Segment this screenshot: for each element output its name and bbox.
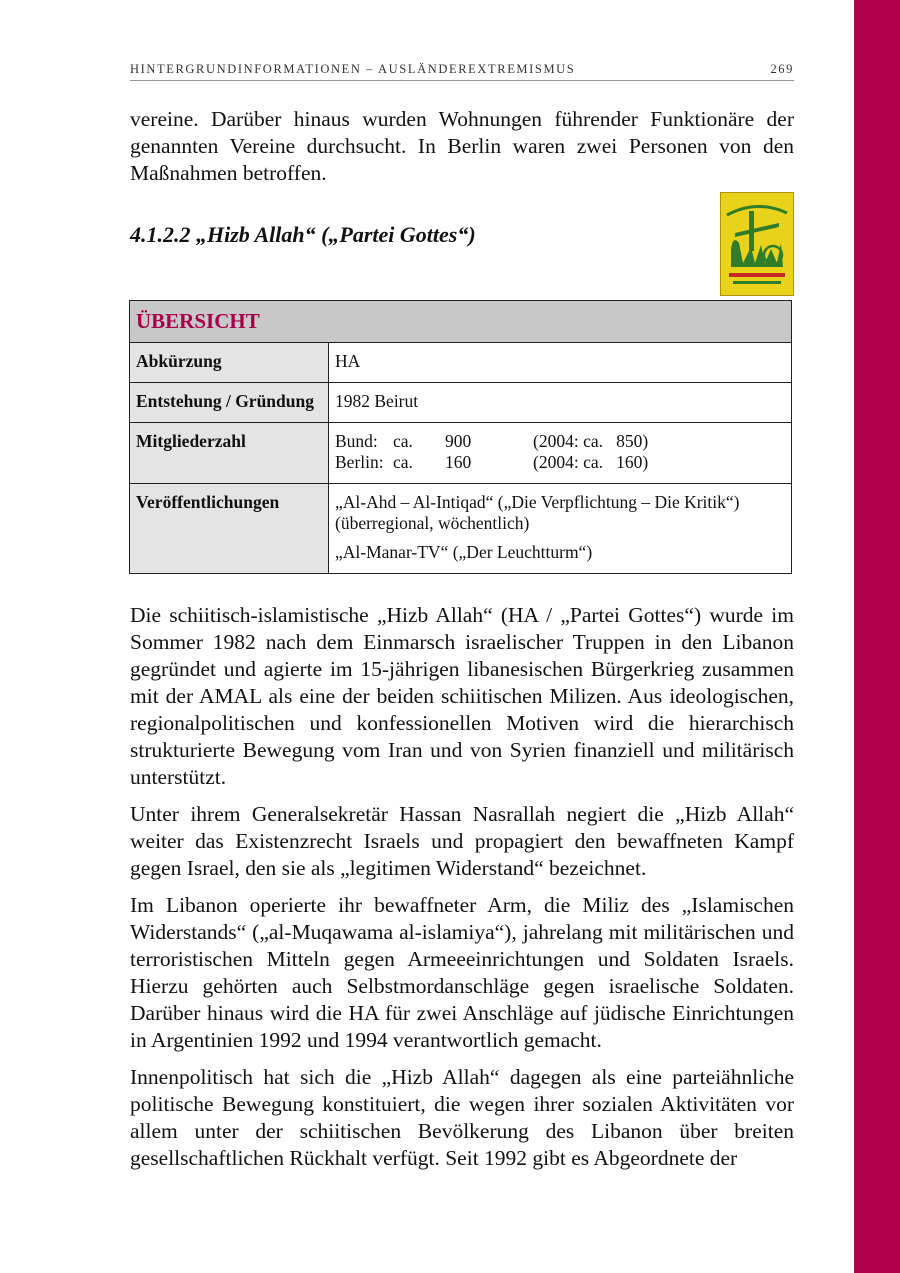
hizb-allah-flag-logo-icon [720, 192, 794, 296]
publication-item: „Al-Ahd – Al-Intiqad“ („Die Verpflichtung – Die Kritik“) (überregional, wöchentlich) [335, 492, 740, 533]
page-number: 269 [770, 62, 794, 76]
flag-logo-graphic [721, 193, 793, 295]
members-federal [335, 431, 785, 452]
table-row [130, 423, 792, 484]
running-title: HINTERGRUNDINFORMATIONEN – AUSLÄNDEREXTREMISMUS [130, 62, 576, 76]
members-label: Mitgliederzahl [130, 423, 329, 484]
side-color-bar [854, 0, 900, 1273]
overview-header-row [130, 301, 792, 343]
members-level: Berlin: [335, 452, 384, 472]
abbrev-value: HA [329, 343, 792, 383]
members-count: 900 [445, 431, 472, 451]
members-level: Bund: [335, 431, 378, 451]
intro-block [130, 106, 794, 187]
members-value [329, 423, 792, 484]
members-count: 160 [445, 452, 472, 472]
publications-label: Veröffentlichungen [130, 484, 329, 574]
intro-paragraph: vereine. Darüber hinaus wurden Wohnungen führender Funktionäre der genannten Vereine durchsucht. In Berlin waren zwei Personen von den Maßnahmen betroffen. [130, 107, 794, 185]
table-row [130, 484, 792, 574]
members-previous: (2004: ca. 160) [533, 452, 649, 472]
table-row [130, 343, 792, 383]
body-paragraph: Die schiitisch-islamistische „Hizb Allah“ (HA / „Partei Gottes“) wurde im Sommer 1982 nach dem Einmarsch israelischer Truppen in den Libanon gegründet und agierte im 15-jährigen libanesischen Bürgerkrieg zusammen mit der AMAL als eine der beiden schiitischen Milizen. Aus ideologischen, regionalpolitischen und konfessionellen Motiven wird die hierarchisch strukturierte Bewegung vom Iran und von Syrien finanziell und militärisch unterstützt. [130, 603, 794, 789]
body-paragraph: Im Libanon operierte ihr bewaffneter Arm, die Miliz des „Islamischen Widerstands“ („al-Muqawama al-islamiya“), jahrelang mit militärischen und terroristischen Mitteln gegen Armeeeinrichtungen und Soldaten Israels. Hierzu gehörten auch Selbstmordanschläge gegen israelische Soldaten. Darüber hinaus wird die HA für zwei Anschläge auf jüdische Einrichtungen in Argentinien 1992 und 1994 verantwortlich gemacht. [130, 893, 794, 1052]
publications-value [329, 484, 792, 574]
table-row [130, 383, 792, 423]
main-body-text [130, 602, 794, 1182]
founding-label: Entstehung / Gründung [130, 383, 329, 423]
running-header [130, 62, 794, 81]
overview-heading: ÜBERSICHT [130, 301, 792, 343]
publication-item: „Al-Manar-TV“ („Der Leuchtturm“) [335, 542, 593, 562]
members-berlin [335, 452, 785, 473]
founding-value: 1982 Beirut [329, 383, 792, 423]
members-ca: ca. [393, 452, 413, 472]
members-ca: ca. [393, 431, 413, 451]
body-paragraph: Unter ihrem Generalsekretär Hassan Nasrallah negiert die „Hizb Allah“ weiter das Existenzrecht Israels und propagiert den bewaffneten Kampf gegen Israel, den sie als „legitimen Widerstand“ bezeichnet. [130, 802, 794, 880]
section-title: 4.1.2.2 „Hizb Allah“ („Partei Gottes“) [130, 222, 476, 247]
body-paragraph: Innenpolitisch hat sich die „Hizb Allah“ dagegen als eine parteiähnliche politische Bewegung konstituiert, die wegen ihrer sozialen Aktivitäten vor allem unter der schiitischen Bevölkerung des Libanon über breiten gesellschaftlichen Rückhalt verfügt. Seit 1992 gibt es Abgeordnete der [130, 1065, 794, 1170]
overview-table [129, 300, 792, 574]
abbrev-label: Abkürzung [130, 343, 329, 383]
members-previous: (2004: ca. 850) [533, 431, 649, 451]
